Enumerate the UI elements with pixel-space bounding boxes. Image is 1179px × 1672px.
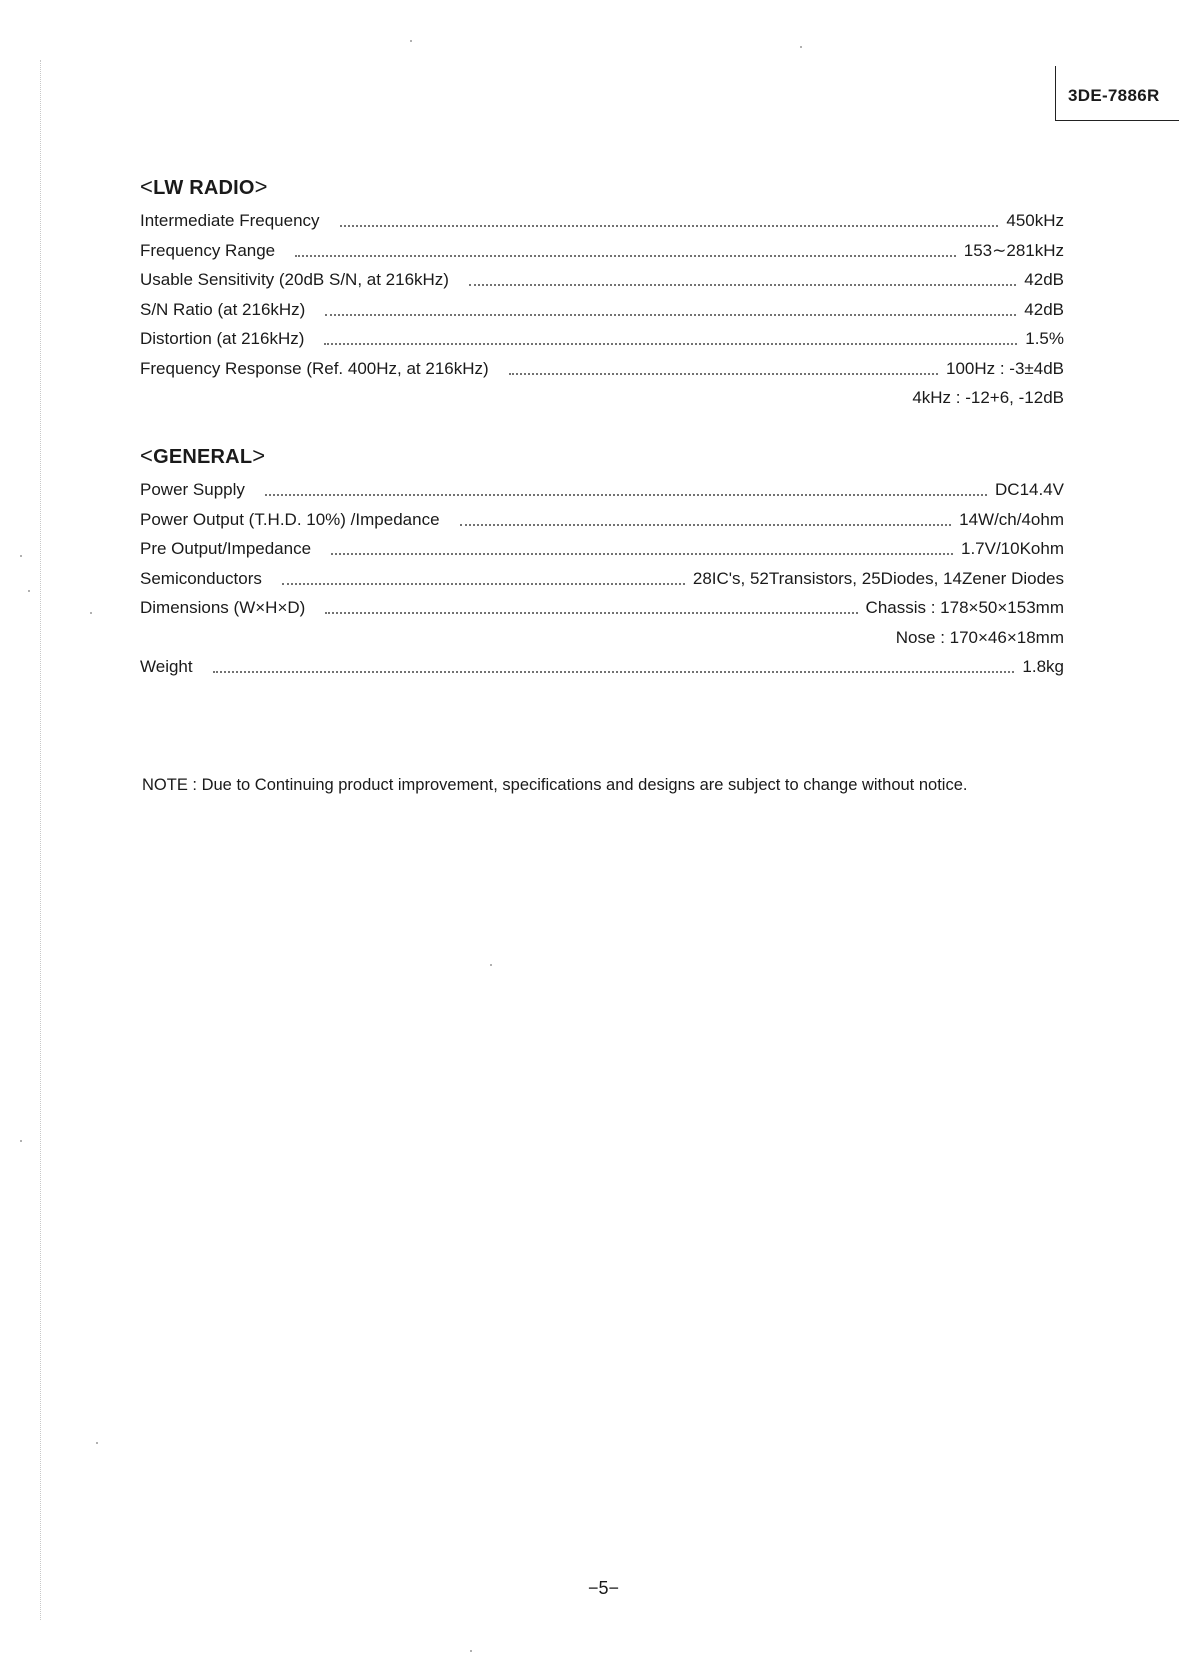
dot-leader [295, 254, 956, 257]
spec-row: Usable Sensitivity (20dB S/N, at 216kHz) 42dB [140, 270, 1064, 289]
general-section [140, 443, 1064, 682]
dot-leader [325, 611, 857, 614]
spec-row-weight: Weight 1.8kg [140, 657, 1064, 676]
scan-speck [20, 555, 22, 557]
lw-radio-title: <LW RADIO> [140, 174, 268, 199]
lw-radio-title-text: LW RADIO [153, 177, 255, 199]
spec-row: Power Output (T.H.D. 10%) /Impedance 14W/ch/4ohm [140, 509, 1064, 529]
spec-row: Pre Output/Impedance 1.7V/10Kohm [140, 539, 1064, 558]
scan-speck [28, 590, 30, 592]
spec-row: Distortion (at 216kHz) 1.5% [140, 329, 1064, 348]
general-title-text: GENERAL [153, 446, 253, 468]
spec-row-continuation: 4kHz : -12+6, -12dB [912, 388, 1064, 407]
page-number: −5− [588, 1578, 620, 1598]
spec-row-continuation: Nose : 170×46×18mm [895, 627, 1064, 647]
dot-leader [324, 342, 1017, 345]
margin-scan-line [40, 60, 41, 1620]
scan-speck [90, 612, 92, 614]
scan-speck [20, 1140, 22, 1142]
dot-leader [282, 582, 685, 585]
scan-speck [490, 964, 492, 966]
dot-leader [469, 283, 1016, 286]
spec-row: Power Supply DC14.4V [140, 480, 1064, 499]
spec-row: Intermediate Frequency 450kHz [140, 211, 1064, 230]
dot-leader [265, 493, 987, 496]
scan-speck [470, 1650, 472, 1652]
spec-row: S/N Ratio (at 216kHz) 42dB [140, 299, 1064, 319]
dot-leader [331, 552, 953, 555]
dot-leader [213, 670, 1015, 673]
dot-leader [325, 313, 1016, 316]
model-code: 3DE-7886R [1068, 86, 1160, 105]
note-text: NOTE : Due to Continuing product improvement, specifications and designs are subject to change without notice. [142, 776, 968, 794]
dot-leader [340, 224, 999, 227]
scan-speck [800, 46, 802, 48]
model-code-box [1055, 66, 1179, 121]
general-title: <GENERAL> [140, 443, 266, 468]
spec-row: Semiconductors 28IC's, 52Transistors, 25Diodes, 14Zener Diodes [140, 568, 1064, 588]
dot-leader [509, 372, 938, 375]
spec-row: Dimensions (W×H×D) Chassis : 178×50×153mm [140, 598, 1064, 617]
scan-speck [96, 1442, 98, 1444]
scan-speck [410, 40, 412, 42]
spec-row: Frequency Range 153∼281kHz [140, 240, 1064, 260]
spec-row: Frequency Response (Ref. 400Hz, at 216kHz) 100Hz : -3±4dB [140, 358, 1064, 378]
lw-radio-section [140, 174, 1064, 413]
dot-leader [460, 523, 952, 526]
